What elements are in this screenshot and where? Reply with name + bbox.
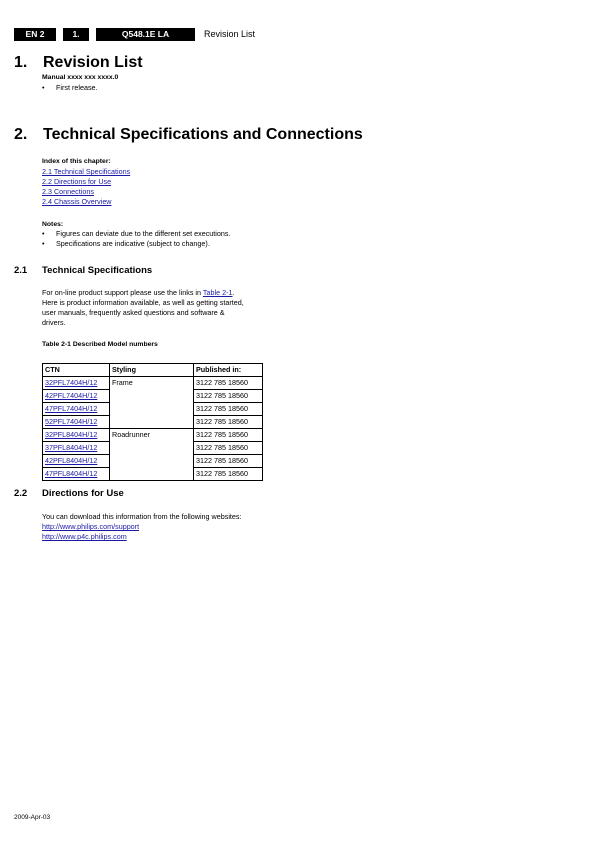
styling-cell: [110, 416, 194, 429]
subsection-2-2-heading: [14, 488, 124, 500]
index-link-2-2[interactable]: 2.2 Directions for Use: [42, 177, 112, 186]
table-row: [43, 377, 263, 390]
index-label: Index of this chapter:: [42, 158, 111, 165]
section2-number: 2.: [14, 126, 28, 143]
table-row: [43, 429, 263, 442]
bullet-dot: •: [42, 229, 45, 238]
header-chapter: 1.: [63, 28, 89, 41]
revision-bullet: [42, 83, 98, 93]
subsection-2-2-title: Directions for Use: [42, 488, 124, 499]
published-cell: 3122 785 18560: [194, 403, 263, 416]
styling-cell: Frame: [110, 377, 194, 390]
styling-cell: Roadrunner: [110, 429, 194, 442]
product-support-line-3: user manuals, frequently asked questions and software &: [42, 308, 225, 317]
header-section-title: Revision List: [204, 29, 256, 39]
table-row: [43, 390, 263, 403]
styling-cell: [110, 468, 194, 481]
ctn-link[interactable]: 32PFL8404H/12: [43, 429, 110, 442]
published-cell: 3122 785 18560: [194, 455, 263, 468]
ctn-link[interactable]: 47PFL7404H/12: [43, 403, 110, 416]
styling-cell: [110, 455, 194, 468]
ctn-link[interactable]: 37PFL8404H/12: [43, 442, 110, 455]
col-styling-header: Styling: [110, 364, 194, 377]
table-row: [43, 455, 263, 468]
model-table: [42, 363, 263, 481]
table-caption: Table 2-1 Described Model numbers: [42, 341, 158, 348]
index-link-2-4[interactable]: 2.4 Chassis Overview: [42, 197, 112, 206]
index-link-2-3[interactable]: 2.3 Connections: [42, 187, 94, 196]
download-text: You can download this information from the following websites:: [42, 512, 242, 521]
col-ctn-header: CTN: [43, 364, 110, 377]
note-text: Specifications are indicative (subject to change).: [56, 239, 210, 248]
header-doc-code: EN 2: [14, 28, 56, 41]
table-header-row: [43, 364, 263, 377]
index-link-2-1[interactable]: 2.1 Technical Specifications: [42, 167, 131, 176]
note-item: [42, 229, 230, 239]
col-published-header: Published in:: [194, 364, 263, 377]
published-cell: 3122 785 18560: [194, 429, 263, 442]
bullet-dot: •: [42, 239, 45, 248]
section2-heading: [14, 126, 363, 144]
ctn-link[interactable]: 42PFL8404H/12: [43, 455, 110, 468]
philips-support-link[interactable]: http://www.philips.com/support: [42, 522, 140, 531]
product-support-line-1: [42, 288, 234, 298]
published-cell: 3122 785 18560: [194, 390, 263, 403]
ctn-link[interactable]: 47PFL8404H/12: [43, 468, 110, 481]
table-row: [43, 442, 263, 455]
styling-cell: [110, 442, 194, 455]
styling-cell: [110, 390, 194, 403]
notes-label: Notes:: [42, 221, 64, 228]
published-cell: 3122 785 18560: [194, 377, 263, 390]
bullet-dot: •: [42, 83, 45, 92]
subsection-2-1-number: 2.1: [14, 265, 28, 276]
ctn-link[interactable]: 52PFL7404H/12: [43, 416, 110, 429]
manual-label: Manual xxxx xxx xxxx.0: [42, 74, 119, 81]
section1-heading: [14, 54, 143, 72]
product-support-line-4: drivers.: [42, 318, 66, 327]
section1-title: Revision List: [43, 54, 143, 71]
header-model: Q548.1E LA: [96, 28, 195, 41]
ctn-link[interactable]: 32PFL7404H/12: [43, 377, 110, 390]
published-cell: 3122 785 18560: [194, 468, 263, 481]
subsection-2-2-number: 2.2: [14, 488, 28, 499]
note-item: [42, 239, 210, 249]
table-row: [43, 468, 263, 481]
note-text: Figures can deviate due to the different set executions.: [56, 229, 231, 238]
subsection-2-1-title: Technical Specifications: [42, 265, 153, 276]
table-row: [43, 416, 263, 429]
published-cell: 3122 785 18560: [194, 416, 263, 429]
styling-cell: [110, 403, 194, 416]
product-support-line-2: Here is product information available, as well as getting started,: [42, 298, 244, 307]
subsection-2-1-heading: [14, 265, 152, 277]
p4c-philips-link[interactable]: http://www.p4c.philips.com: [42, 532, 127, 541]
revision-bullet-text: First release.: [56, 83, 98, 92]
section1-number: 1.: [14, 54, 28, 71]
table-row: [43, 403, 263, 416]
table-2-1-link[interactable]: Table 2-1: [202, 288, 233, 297]
footer-date: 2009-Apr-03: [14, 814, 51, 821]
para-text: For on-line product support please use the links in: [42, 288, 203, 297]
published-cell: 3122 785 18560: [194, 442, 263, 455]
ctn-link[interactable]: 42PFL7404H/12: [43, 390, 110, 403]
section2-title: Technical Specifications and Connections: [43, 126, 363, 143]
para-text: .: [232, 288, 235, 297]
